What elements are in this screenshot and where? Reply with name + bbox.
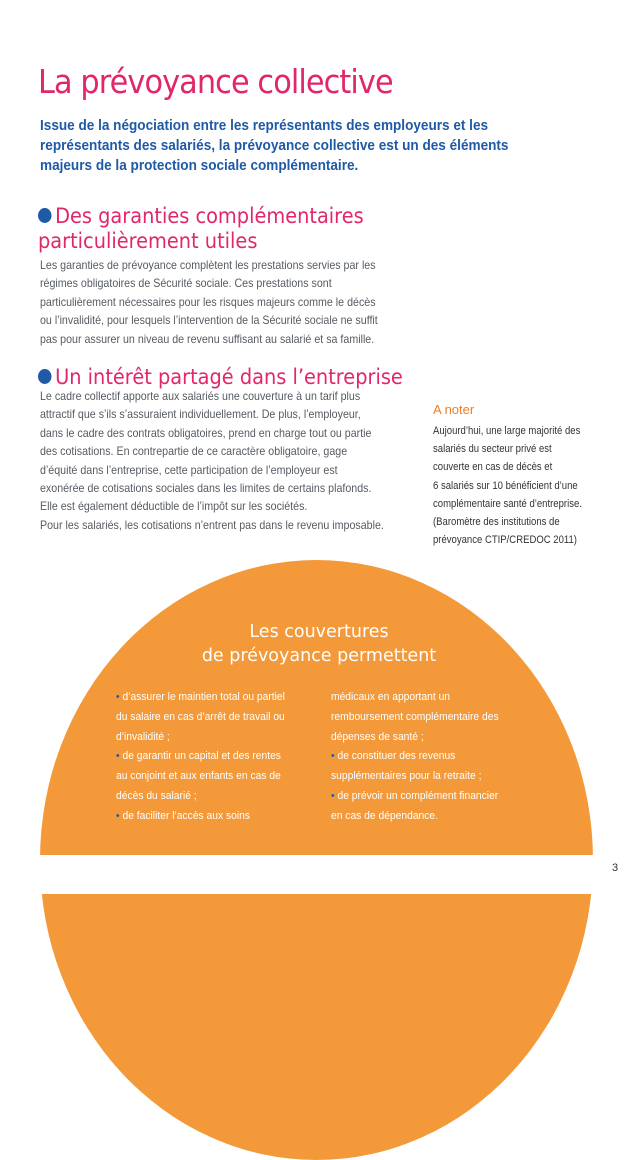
coverage-item-text: d’invalidité ; [116,730,170,743]
body-line: Elle est également déductible de l’impôt sur les sociétés. [40,500,308,514]
section2-heading-text: Un intérêt partagé dans l’entreprise [55,365,403,390]
coverage-item-line [331,767,499,787]
bullet-dot-icon [38,208,52,223]
coverage-title-line: Les couvertures [249,622,389,642]
coverage-item-line [116,708,285,728]
coverage-item-text: en cas de dépendance. [331,809,439,822]
section2-body [40,388,384,535]
note-line: complémentaire santé d’entreprise. [433,497,582,510]
bullet-dot-icon [38,369,52,384]
coverage-item-text: remboursement complémentaire des [331,710,499,723]
note-text [433,422,582,549]
section1-heading [38,204,364,254]
body-line: attractif que s’ils s’assuraient individuellement. De plus, l’employeur, [40,408,361,422]
body-line: régimes obligatoires de Sécurité sociale. Ces prestations sont [40,277,332,291]
coverage-item-text: de garantir un capital et des rentes [119,750,281,763]
coverage-item-line [116,688,285,708]
coverage-title-line: de prévoyance permettent [201,646,437,666]
body-line: Pour les salariés, les cotisations n’entrent pas dans le revenu imposable. [40,518,384,532]
intro-paragraph [40,116,524,176]
body-line: d’équité dans l’entreprise, cette participation de l’employeur est [40,463,338,477]
bullet-icon: • [331,789,335,802]
coverage-item-line [331,787,499,807]
coverage-item-line [331,708,499,728]
body-line: ou l’invalidité, pour lesquels l’intervention de la Sécurité sociale ne suffit [40,314,378,328]
coverage-item-text: médicaux en apportant un [331,691,451,703]
intro-line: Issue de la négociation entre les représentants des employeurs et les [40,118,489,134]
coverage-item-text: décès du salarié ; [116,789,197,802]
body-line: Le cadre collectif apporte aux salariés une couverture à un tarif plus [40,390,361,403]
body-line: des cotisations. En contrepartie de ce caractère obligatoire, gage [40,445,348,459]
note-title: A noter [433,402,475,417]
note-line: 6 salariés sur 10 bénéficient d’une [433,479,578,492]
coverage-item-text: supplémentaires pour la retraite ; [331,770,482,783]
bullet-icon: • [116,691,120,703]
coverage-item-line [331,728,499,748]
coverage-item-text: de faciliter l’accès aux soins [119,809,251,822]
page-title: La prévoyance collective [38,62,393,101]
bullet-icon: • [116,809,120,822]
coverage-item-text: d’assurer le maintien total ou partiel [119,691,285,703]
note-line: salariés du secteur privé est [433,443,552,456]
coverage-item-text: du salaire en cas d’arrêt de travail ou [116,710,285,723]
note-line: couverte en cas de décès et [433,461,553,474]
page-bottom-margin [0,855,638,894]
note-line: Aujourd’hui, une large majorité des [433,425,581,437]
note-line: prévoyance CTIP/CREDOC 2011) [433,534,577,547]
body-line: exonérée de cotisations sociales dans les limites de certains plafonds. [40,482,372,496]
section1-body [40,257,378,349]
coverage-item-line [116,747,285,767]
coverage-item-line [331,807,499,827]
section1-heading-line: particulièrement utiles [38,229,258,254]
body-line: pas pour assurer un niveau de revenu suffisant au salarié et sa famille. [40,332,375,346]
intro-line: majeurs de la protection sociale complémentaire. [40,158,359,174]
bullet-icon: • [331,750,335,763]
coverage-item-line [116,767,285,787]
coverage-item-text: de constituer des revenus [334,750,456,763]
section1-heading-line [38,204,364,229]
coverage-item-line [116,807,285,827]
coverage-right-column [331,688,499,827]
body-line: Les garanties de prévoyance complètent les prestations servies par les [40,259,376,272]
coverage-item-text: dépenses de santé ; [331,730,424,743]
coverage-item-line [116,787,285,807]
section1-heading-text: Des garanties complémentaires [55,204,364,229]
coverage-item-line [116,728,285,748]
coverage-item-line [331,747,499,767]
page-number: 3 [612,862,619,874]
body-line: dans le cadre des contrats obligatoires, prend en charge tout ou partie [40,426,372,440]
coverage-item-text: au conjoint et aux enfants en cas de [116,770,281,783]
intro-line: représentants des salariés, la prévoyance collective est un des éléments [40,138,509,154]
bullet-icon: • [116,750,120,763]
coverage-left-column [116,688,285,827]
coverage-title [0,620,638,668]
section2-heading [38,365,403,390]
note-line: (Baromètre des institutions de [433,516,560,529]
section2-heading-line [38,365,403,390]
coverage-item-line [331,688,499,708]
body-line: particulièrement nécessaires pour les risques majeurs comme le décès [40,295,376,309]
coverage-item-text: de prévoir un complément financier [334,789,499,802]
